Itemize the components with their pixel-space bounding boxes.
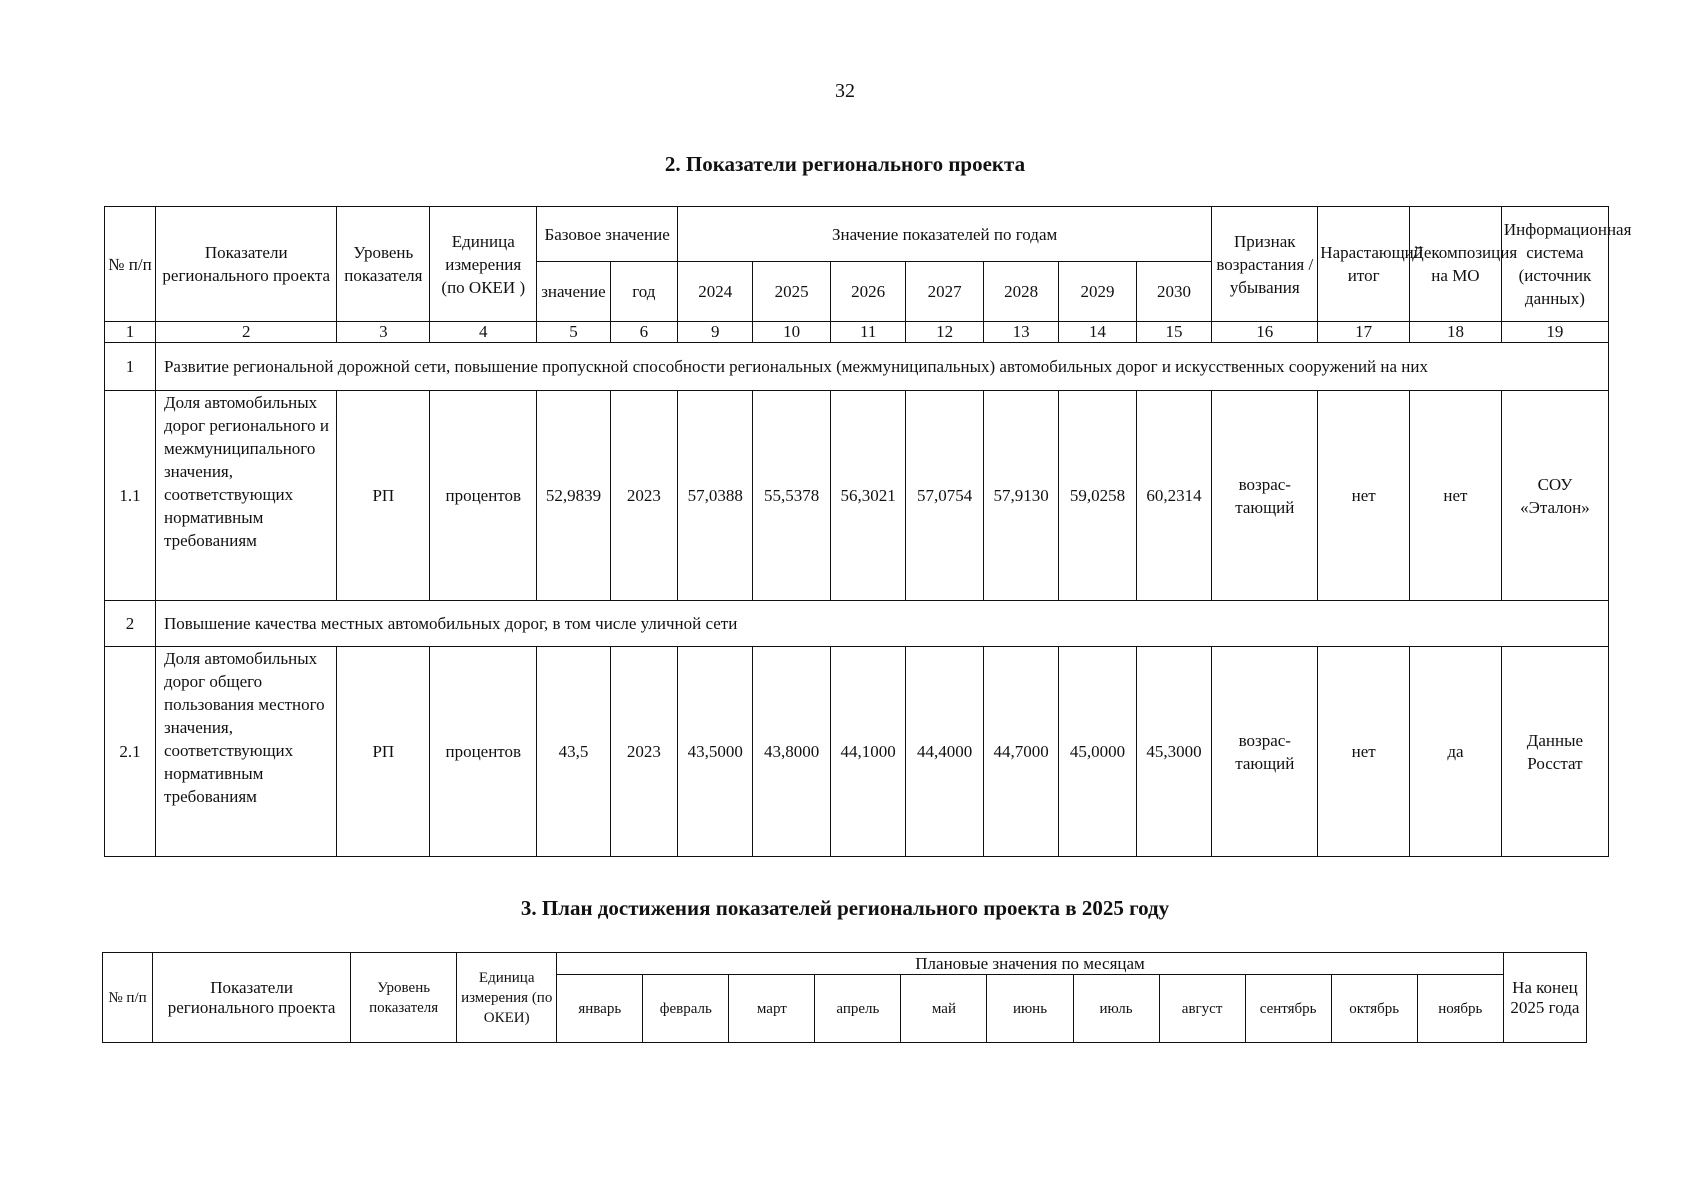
header-year: 2024 [677, 262, 752, 322]
row-num: 1.1 [105, 391, 156, 601]
col-number: 9 [677, 322, 752, 343]
header-base: Базовое значение [537, 207, 678, 262]
row-year-value: 57,0754 [906, 391, 983, 601]
plan-header-unit: Единица измерения (по ОКЕИ) [457, 953, 557, 1043]
col-number: 2 [155, 322, 336, 343]
row-indicator: Доля автомобильных дорог общего пользования местного значения, соответствующих нормативным требованиям [155, 647, 336, 857]
row-trend: возрас-тающий [1212, 647, 1318, 857]
col-number: 5 [537, 322, 610, 343]
row-base-year: 2023 [610, 647, 677, 857]
row-year-value: 60,2314 [1136, 391, 1211, 601]
col-number: 1 [105, 322, 156, 343]
section-num: 2 [105, 601, 156, 647]
header-decomp: Декомпозиция на МО [1410, 207, 1502, 322]
section3-title: 3. План достижения показателей регионального проекта в 2025 году [520, 896, 1170, 920]
row-base-value: 43,5 [537, 647, 610, 857]
row-year-value: 55,5378 [753, 391, 830, 601]
header-level: Уровень показателя [337, 207, 430, 322]
plan-header-month: май [901, 975, 987, 1043]
header-year: 2025 [753, 262, 830, 322]
row-level: РП [337, 391, 430, 601]
row-decomp: нет [1410, 391, 1502, 601]
plan-header-month: апрель [815, 975, 901, 1043]
row-year-value: 43,5000 [677, 647, 752, 857]
col-number: 3 [337, 322, 430, 343]
row-year-value: 44,1000 [830, 647, 905, 857]
row-year-value: 56,3021 [830, 391, 905, 601]
row-year-value: 43,8000 [753, 647, 830, 857]
section-title: Развитие региональной дорожной сети, повышение пропускной способности региональных (межмуниципальных) автомобильных дорог и искусственных сооружений на них [155, 343, 1608, 391]
header-base-value: значение [537, 262, 610, 322]
section-row [105, 343, 1609, 391]
plan-table [102, 952, 1587, 1043]
page-number: 32 [835, 80, 855, 102]
row-base-year: 2023 [610, 391, 677, 601]
col-number: 11 [830, 322, 905, 343]
header-years-group: Значение показателей по годам [677, 207, 1211, 262]
plan-header-level: Уровень показателя [351, 953, 457, 1043]
header-num: № п/п [105, 207, 156, 322]
header-base-year: год [610, 262, 677, 322]
section2-title: 2. Показатели регионального проекта [664, 152, 1026, 176]
plan-header-month: июль [1073, 975, 1159, 1043]
header-year: 2026 [830, 262, 905, 322]
section-num: 1 [105, 343, 156, 391]
row-unit: процентов [430, 391, 537, 601]
row-year-value: 44,7000 [983, 647, 1058, 857]
row-indicator: Доля автомобильных дорог регионального и межмуниципального значения, соответствующих нормативным требованиям [155, 391, 336, 601]
row-source: СОУ «Эталон» [1501, 391, 1608, 601]
row-year-value: 57,0388 [677, 391, 752, 601]
row-year-value: 59,0258 [1059, 391, 1136, 601]
indicators-table [104, 206, 1632, 857]
header-unit: Единица измерения (по ОКЕИ ) [430, 207, 537, 322]
row-unit: процентов [430, 647, 537, 857]
plan-header-months-group: Плановые значения по месяцам [557, 953, 1504, 975]
row-cumulative: нет [1318, 647, 1410, 857]
row-base-value: 52,9839 [537, 391, 610, 601]
row-year-value: 57,9130 [983, 391, 1058, 601]
header-year: 2027 [906, 262, 983, 322]
col-number: 16 [1212, 322, 1318, 343]
col-number: 17 [1318, 322, 1410, 343]
row-decomp: да [1410, 647, 1502, 857]
col-number: 10 [753, 322, 830, 343]
row-num: 2.1 [105, 647, 156, 857]
section-row [105, 601, 1609, 647]
plan-header-indicator: Показатели регионального проекта [153, 953, 351, 1043]
header-cumulative: Нарастающий итог [1318, 207, 1410, 322]
col-number: 14 [1059, 322, 1136, 343]
indicator-row [105, 647, 1609, 857]
header-trend: Признак возрастания / убывания [1212, 207, 1318, 322]
header-source: Информационная система (источник данных) [1501, 207, 1608, 322]
col-number: 13 [983, 322, 1058, 343]
header-indicator: Показатели регионального проекта [155, 207, 336, 322]
indicator-row [105, 391, 1609, 601]
plan-header-num: № п/п [103, 953, 153, 1043]
plan-header-month: июнь [987, 975, 1073, 1043]
row-cumulative: нет [1318, 391, 1410, 601]
row-year-value: 44,4000 [906, 647, 983, 857]
plan-header-month: сентябрь [1245, 975, 1331, 1043]
row-level: РП [337, 647, 430, 857]
col-number: 4 [430, 322, 537, 343]
col-number: 15 [1136, 322, 1211, 343]
header-year: 2028 [983, 262, 1058, 322]
plan-header-month: ноябрь [1417, 975, 1503, 1043]
row-trend: возрас-тающий [1212, 391, 1318, 601]
row-source: Данные Росстат [1501, 647, 1608, 857]
plan-header-month: октябрь [1331, 975, 1417, 1043]
plan-header-end: На конец 2025 года [1503, 953, 1586, 1043]
section-title: Повышение качества местных автомобильных дорог, в том числе уличной сети [155, 601, 1608, 647]
col-number: 6 [610, 322, 677, 343]
row-year-value: 45,3000 [1136, 647, 1211, 857]
plan-header-month: январь [557, 975, 643, 1043]
header-year: 2029 [1059, 262, 1136, 322]
col-number: 18 [1410, 322, 1502, 343]
col-number: 12 [906, 322, 983, 343]
col-number: 19 [1501, 322, 1608, 343]
header-year: 2030 [1136, 262, 1211, 322]
plan-header-month: август [1159, 975, 1245, 1043]
plan-header-month: март [729, 975, 815, 1043]
row-year-value: 45,0000 [1059, 647, 1136, 857]
plan-header-month: февраль [643, 975, 729, 1043]
